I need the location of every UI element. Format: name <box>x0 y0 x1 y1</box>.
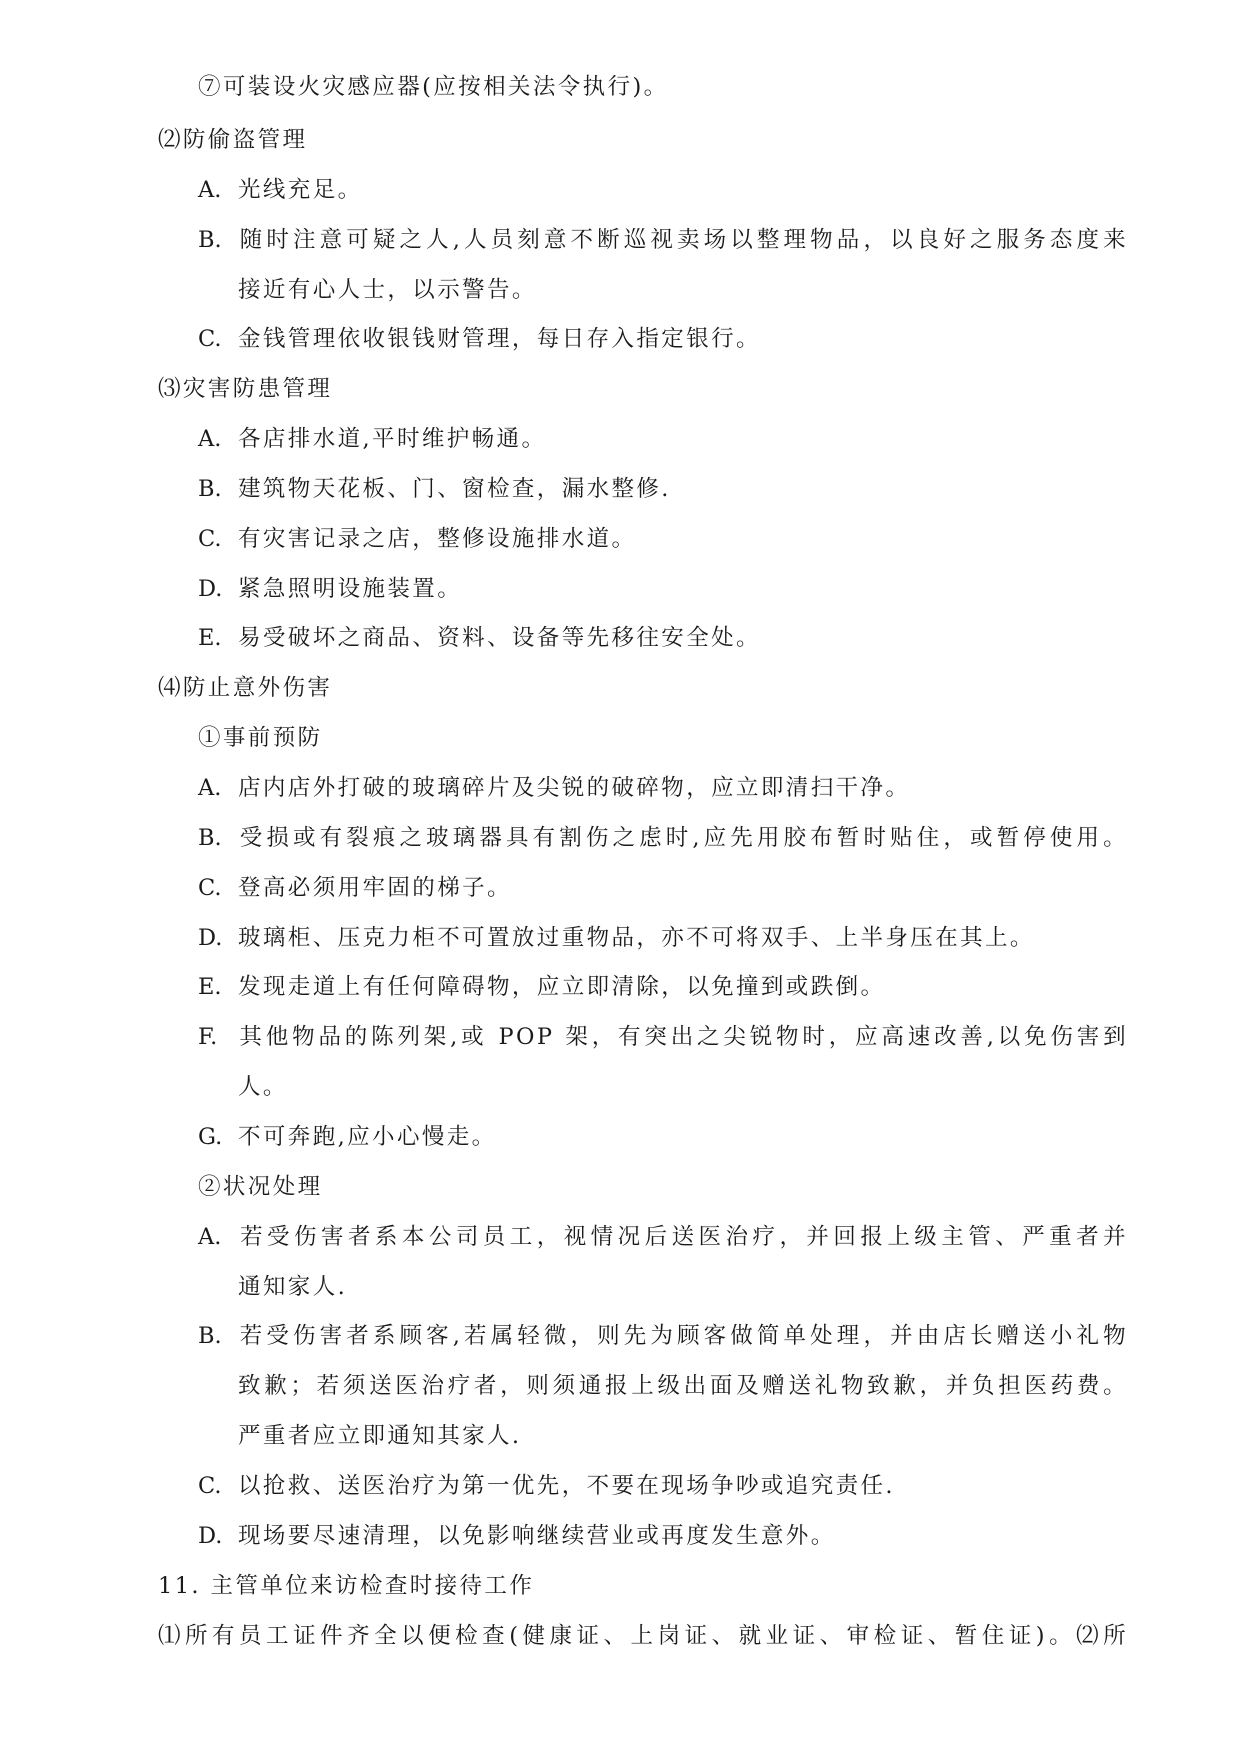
item-label: C. <box>198 875 222 901</box>
line-text: 接近有心人士，以示警告。 <box>238 277 537 303</box>
line-text: 若受伤害者系本公司员工，视情况后送医治疗，并回报上级主管、严重者并 <box>238 1224 1128 1250</box>
item-label: C. <box>198 1473 222 1499</box>
subsection-handling-heading <box>198 1170 323 1204</box>
line-text: 发现走道上有任何障碍物，应立即清除，以免撞到或跌倒。 <box>238 974 886 1000</box>
disaster-item-c <box>198 522 637 556</box>
line-text: ⑴所有员工证件齐全以便检查(健康证、上岗证、就业证、审检证、暂住证)。⑵所 <box>158 1623 1128 1649</box>
line-text: 易受破坏之商品、资料、设备等先移往安全处。 <box>238 625 761 651</box>
disaster-item-d <box>198 572 463 606</box>
item-label: D. <box>198 925 223 951</box>
item-label: D. <box>198 576 223 602</box>
theft-item-b <box>198 223 1128 257</box>
prevention-item-f <box>198 1020 1128 1054</box>
line-text: 登高必须用牢固的梯子。 <box>238 875 512 901</box>
theft-item-a <box>198 173 363 207</box>
subsection-prevention-heading <box>198 721 323 755</box>
line-text: ⑦可装设火灾感应器(应按相关法令执行)。 <box>198 74 669 100</box>
handling-item-a-cont <box>238 1270 347 1304</box>
line-text: 通知家人. <box>238 1274 348 1300</box>
prevention-item-a <box>198 771 911 805</box>
line-text: 玻璃柜、压克力柜不可置放过重物品，亦不可将双手、上半身压在其上。 <box>238 925 1035 951</box>
item-label: B. <box>198 476 222 502</box>
section-4-heading <box>158 671 332 705</box>
item-label: D. <box>198 1523 223 1549</box>
line-text: 现场要尽速清理，以免影响继续营业或再度发生意外。 <box>238 1523 836 1549</box>
line-text: 受损或有裂痕之玻璃器具有割伤之虑时,应先用胶布暂时贴住，或暂停使用。 <box>238 825 1128 851</box>
line-text: 各店排水道,平时维护畅通。 <box>238 426 547 452</box>
handling-item-b-cont-1 <box>238 1369 1128 1403</box>
line-text: 11. 主管单位来访检查时接待工作 <box>158 1573 535 1599</box>
line-text: 金钱管理依收银钱财管理，每日存入指定银行。 <box>238 326 761 352</box>
prevention-item-b <box>198 821 1128 855</box>
line-text: ⑶灾害防患管理 <box>158 376 333 402</box>
handling-item-b-cont-2 <box>238 1419 521 1453</box>
theft-item-b-cont <box>238 273 537 307</box>
line-text: 紧急照明设施装置。 <box>238 576 463 602</box>
item-label: B. <box>198 825 222 851</box>
line-text: 若受伤害者系顾客,若属轻微，则先为顾客做简单处理，并由店长赠送小礼物 <box>238 1323 1128 1349</box>
section-11-heading <box>158 1569 534 1603</box>
line-text: ⑷防止意外伤害 <box>158 675 333 701</box>
line-text: 店内店外打破的玻璃碎片及尖锐的破碎物，应立即清扫干净。 <box>238 775 911 801</box>
disaster-item-b <box>198 472 671 506</box>
section-2-heading <box>158 123 307 157</box>
item-label: F. <box>198 1024 218 1050</box>
line-text: 不可奔跑,应小心慢走。 <box>238 1124 497 1150</box>
line-text: ⑵防偷盗管理 <box>158 127 308 153</box>
item-label: A. <box>198 775 222 801</box>
item-label: A. <box>198 426 222 452</box>
line-text: 致歉；若须送医治疗者，则须通报上级出面及赠送礼物致歉，并负担医药费。 <box>238 1373 1128 1399</box>
line-text: ①事前预防 <box>198 725 323 751</box>
theft-item-c <box>198 322 761 356</box>
line-text: 随时注意可疑之人,人员刻意不断巡视卖场以整理物品，以良好之服务态度来 <box>238 227 1128 253</box>
line-text: 严重者应立即通知其家人. <box>238 1423 522 1449</box>
disaster-item-a <box>198 422 547 456</box>
line-text: 光线充足。 <box>238 177 363 203</box>
line-text: 建筑物天花板、门、窗检查，漏水整修. <box>238 476 671 502</box>
item-label: C. <box>198 326 222 352</box>
item-label: A. <box>198 1224 222 1250</box>
prevention-item-f-cont <box>238 1070 288 1104</box>
line-text: 人。 <box>238 1074 288 1100</box>
item-7-fire-sensor <box>198 70 669 104</box>
handling-item-a <box>198 1220 1128 1254</box>
item-label: E. <box>198 625 222 651</box>
section-11-paragraph <box>158 1619 1128 1653</box>
disaster-item-e <box>198 621 761 655</box>
item-label: B. <box>198 227 222 253</box>
prevention-item-c <box>198 871 512 905</box>
item-label: E. <box>198 974 222 1000</box>
item-label: B. <box>198 1323 222 1349</box>
item-label: C. <box>198 526 222 552</box>
line-text: 以抢救、送医治疗为第一优先，不要在现场争吵或追究责任. <box>238 1473 895 1499</box>
handling-item-d <box>198 1519 836 1553</box>
section-3-heading <box>158 372 332 406</box>
prevention-item-g <box>198 1120 497 1154</box>
line-text: 其他物品的陈列架,或 POP 架，有突出之尖锐物时，应高速改善,以免伤害到 <box>238 1024 1128 1050</box>
prevention-item-d <box>198 921 1035 955</box>
line-text: ②状况处理 <box>198 1174 323 1200</box>
prevention-item-e <box>198 970 886 1004</box>
handling-item-c <box>198 1469 895 1503</box>
item-label: A. <box>198 177 222 203</box>
handling-item-b <box>198 1319 1128 1353</box>
line-text: 有灾害记录之店，整修设施排水道。 <box>238 526 637 552</box>
item-label: G. <box>198 1124 223 1150</box>
